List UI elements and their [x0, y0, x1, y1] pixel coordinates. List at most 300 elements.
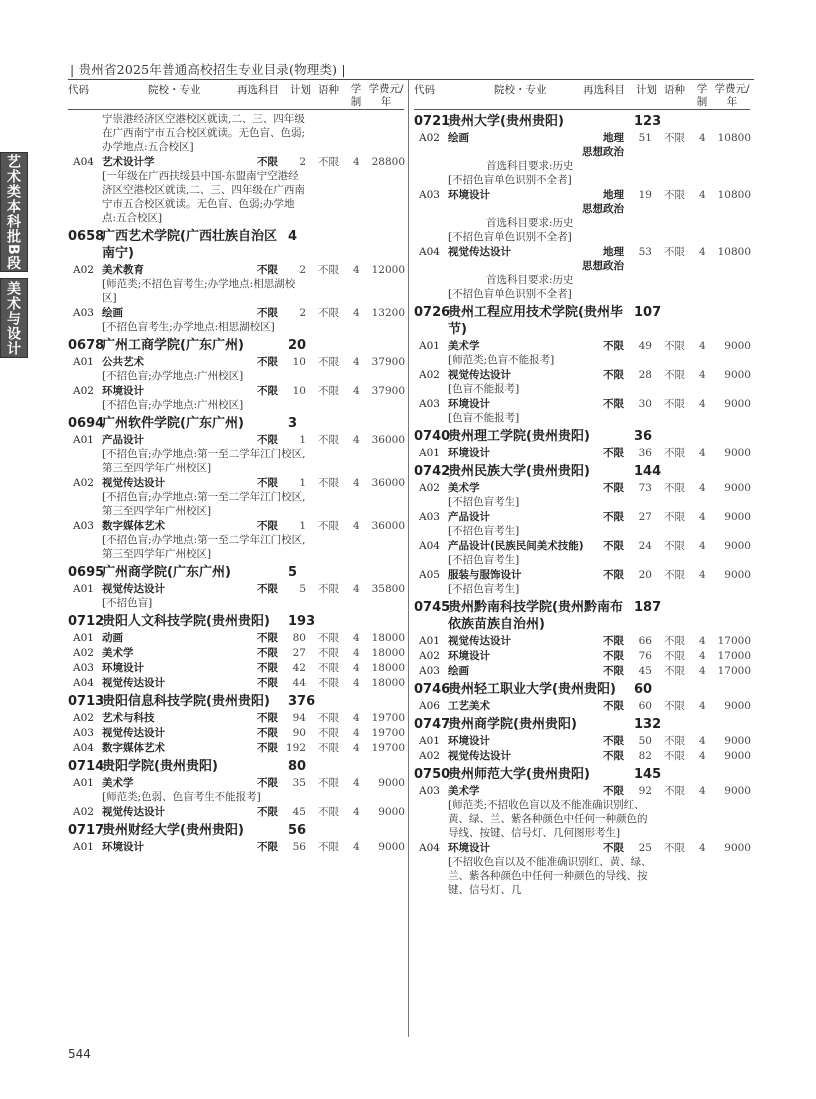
school-plan: 56	[288, 823, 307, 838]
school-plan: 60	[634, 682, 653, 697]
major-code: A02	[419, 482, 440, 494]
column-divider	[408, 80, 409, 1037]
major-name: 美术学	[102, 777, 134, 789]
school-code: 0726	[414, 305, 451, 320]
header-code: 代码	[68, 84, 89, 96]
table-header-right	[414, 81, 750, 110]
major-row	[414, 446, 750, 460]
major-plan: 49	[638, 340, 652, 352]
major-code: A02	[73, 712, 94, 724]
major-duration: 4	[353, 477, 360, 489]
major-note: [不招色盲;办学地点:广州校区]	[102, 370, 244, 382]
major-first-subject: 首选科目要求:历史	[486, 160, 574, 172]
major-name: 美术学	[448, 785, 480, 797]
major-language: 不限	[664, 700, 685, 712]
major-subject: 不限	[603, 650, 624, 662]
school-plan: 187	[634, 600, 662, 615]
header-code: 代码	[414, 84, 435, 96]
major-subject: 不限	[257, 434, 278, 446]
major-code: A01	[73, 632, 94, 644]
major-name: 产品设计(民族民间美术技能)	[448, 540, 584, 552]
major-subject: 不限	[257, 156, 278, 168]
major-code: A03	[419, 398, 440, 410]
major-duration: 4	[353, 264, 360, 276]
major-plan: 42	[292, 662, 306, 674]
major-duration: 4	[699, 482, 706, 494]
table-header-left	[68, 81, 404, 110]
major-plan: 66	[638, 635, 652, 647]
major-plan: 44	[292, 677, 306, 689]
school-plan: 5	[288, 565, 298, 580]
major-duration: 4	[353, 806, 360, 818]
major-row	[68, 433, 404, 447]
major-first-subject: 首选科目要求:历史	[486, 217, 574, 229]
major-note: [不招色盲考生]	[448, 554, 520, 566]
major-language: 不限	[318, 583, 339, 595]
major-duration: 4	[699, 246, 706, 258]
major-subject: 地理 思想政治	[582, 189, 624, 215]
major-note: [不招色盲考生]	[448, 525, 520, 537]
major-subject: 不限	[603, 735, 624, 747]
major-name: 绘画	[448, 665, 469, 677]
major-language: 不限	[664, 482, 685, 494]
major-language: 不限	[318, 385, 339, 397]
school-name: 贵州黔南科技学院(贵州黔南布依族苗族自治州)	[448, 600, 623, 632]
major-row	[68, 840, 404, 854]
major-note: [不招色盲考生]	[448, 583, 520, 595]
major-fee: 9000	[378, 777, 405, 789]
major-duration: 4	[699, 785, 706, 797]
major-language: 不限	[318, 647, 339, 659]
major-name: 产品设计	[448, 511, 490, 523]
major-subject: 不限	[257, 477, 278, 489]
major-plan: 76	[638, 650, 652, 662]
major-row	[68, 805, 404, 819]
school-name: 广西艺术学院(广西壮族自治区南宁)	[102, 229, 277, 261]
school-code: 0746	[414, 682, 451, 697]
major-name: 公共艺术	[102, 356, 144, 368]
header-plan: 计划	[290, 84, 311, 96]
school-code: 0750	[414, 767, 451, 782]
major-row	[414, 664, 750, 678]
major-note: [师范类;色盲不能报考]	[448, 354, 555, 366]
left-column	[68, 81, 404, 854]
major-fee: 10800	[717, 246, 751, 258]
major-plan: 1	[299, 477, 306, 489]
major-language: 不限	[318, 356, 339, 368]
major-code: A04	[73, 742, 94, 754]
major-row	[68, 476, 404, 490]
major-duration: 4	[353, 385, 360, 397]
major-name: 视觉传达设计	[448, 635, 511, 647]
major-row	[68, 631, 404, 645]
major-code: A01	[419, 340, 440, 352]
major-plan: 192	[285, 742, 306, 754]
major-plan: 80	[292, 632, 306, 644]
major-note: [色盲不能报考]	[448, 412, 520, 424]
school-row	[68, 613, 404, 630]
major-fee: 37900	[371, 385, 405, 397]
major-fee: 36000	[371, 520, 405, 532]
major-language: 不限	[664, 369, 685, 381]
major-fee: 17000	[717, 635, 751, 647]
major-plan: 20	[638, 569, 652, 581]
major-language: 不限	[664, 511, 685, 523]
major-note: [不招色盲考生;办学地点:相思湖校区]	[102, 321, 275, 333]
school-plan: 193	[288, 614, 316, 629]
major-language: 不限	[664, 635, 685, 647]
major-language: 不限	[664, 650, 685, 662]
major-plan: 2	[299, 264, 306, 276]
page-number: 544	[68, 1047, 91, 1061]
major-subject: 不限	[603, 569, 624, 581]
major-name: 视觉传达设计	[102, 677, 165, 689]
major-code: A04	[73, 677, 94, 689]
major-duration: 4	[699, 340, 706, 352]
major-row	[414, 634, 750, 648]
school-name: 贵州商学院(贵州贵阳)	[448, 717, 577, 732]
major-name: 艺术设计学	[102, 156, 155, 168]
major-plan: 90	[292, 727, 306, 739]
major-code: A01	[419, 635, 440, 647]
major-row	[68, 776, 404, 790]
continued-note: 宁崇港经济区空港校区就读,二、三、四年级在广西南宁市五合校区就读。无色盲、色弱;办学地点:五合校区]	[102, 113, 306, 153]
major-name: 视觉传达设计	[102, 727, 165, 739]
major-subject: 不限	[257, 806, 278, 818]
school-name: 贵阳学院(贵州贵阳)	[102, 759, 218, 774]
major-plan: 82	[638, 750, 652, 762]
major-duration: 4	[353, 677, 360, 689]
major-subject: 不限	[257, 742, 278, 754]
major-fee: 9000	[724, 735, 751, 747]
school-code: 0717	[68, 823, 105, 838]
major-row	[414, 841, 750, 855]
school-plan: 3	[288, 416, 298, 431]
major-name: 绘画	[448, 132, 469, 144]
major-row	[68, 519, 404, 533]
major-plan: 2	[299, 307, 306, 319]
major-duration: 4	[353, 841, 360, 853]
header-language: 语种	[664, 84, 685, 96]
major-row	[68, 726, 404, 740]
major-name: 环境设计	[448, 447, 490, 459]
major-language: 不限	[318, 662, 339, 674]
school-name: 贵州工程应用技术学院(贵州毕节)	[448, 305, 623, 337]
header-language: 语种	[318, 84, 339, 96]
major-fee: 35800	[371, 583, 405, 595]
major-row	[414, 368, 750, 382]
major-fee: 13200	[371, 307, 405, 319]
major-subject: 不限	[257, 385, 278, 397]
major-fee: 9000	[724, 447, 751, 459]
major-name: 数字媒体艺术	[102, 742, 165, 754]
major-note: [不招色盲单色识别不全者]	[448, 174, 572, 186]
school-code: 0712	[68, 614, 105, 629]
major-subject: 不限	[257, 677, 278, 689]
major-duration: 4	[353, 434, 360, 446]
major-note: [不招色盲单色识别不全者]	[448, 231, 572, 243]
major-fee: 17000	[717, 665, 751, 677]
major-fee: 9000	[724, 540, 751, 552]
major-name: 美术学	[448, 482, 480, 494]
major-row	[414, 510, 750, 524]
major-name: 视觉传达设计	[102, 806, 165, 818]
major-plan: 28	[638, 369, 652, 381]
major-duration: 4	[353, 727, 360, 739]
major-subject: 不限	[257, 632, 278, 644]
major-fee: 9000	[724, 569, 751, 581]
major-code: A02	[73, 385, 94, 397]
major-row	[414, 539, 750, 553]
major-plan: 30	[638, 398, 652, 410]
major-code: A03	[419, 785, 440, 797]
major-code: A02	[419, 132, 440, 144]
major-language: 不限	[664, 340, 685, 352]
major-row	[68, 306, 404, 320]
major-note: [一年级在广西扶绥县中国-东盟南宁空港经济区空港校区就读,二、三、四年级在广西南宁市五合校区就读。无色盲、色弱;办学地点:五合校区]	[102, 170, 305, 224]
major-code: A03	[73, 662, 94, 674]
major-code: A02	[419, 650, 440, 662]
major-name: 视觉传达设计	[102, 583, 165, 595]
major-plan: 45	[292, 806, 306, 818]
major-code: A01	[73, 434, 94, 446]
major-code: A03	[73, 520, 94, 532]
major-subject: 不限	[603, 398, 624, 410]
major-code: A03	[73, 307, 94, 319]
major-code: A02	[419, 369, 440, 381]
major-fee: 19700	[371, 727, 405, 739]
school-code: 0658	[68, 229, 105, 244]
major-language: 不限	[318, 677, 339, 689]
major-code: A02	[419, 750, 440, 762]
major-subject: 不限	[257, 307, 278, 319]
major-name: 动画	[102, 632, 123, 644]
major-plan: 92	[638, 785, 652, 797]
major-fee: 9000	[378, 806, 405, 818]
major-fee: 19700	[371, 742, 405, 754]
major-plan: 35	[292, 777, 306, 789]
school-name: 贵州民族大学(贵州贵阳)	[448, 464, 590, 479]
major-language: 不限	[664, 447, 685, 459]
major-fee: 36000	[371, 477, 405, 489]
major-plan: 94	[292, 712, 306, 724]
major-code: A05	[419, 569, 440, 581]
major-subject: 不限	[257, 264, 278, 276]
school-plan: 123	[634, 114, 662, 129]
major-code: A04	[419, 842, 440, 854]
header-subject: 再选科目	[583, 84, 625, 96]
major-fee: 9000	[724, 340, 751, 352]
major-duration: 4	[353, 583, 360, 595]
major-plan: 50	[638, 735, 652, 747]
major-name: 环境设计	[448, 842, 490, 854]
school-name: 广州商学院(广东广州)	[102, 565, 231, 580]
major-note: [师范类;不招收色盲以及不能准确识别红、黄、绿、兰、紫各种颜色中任何一种颜色的导线、按键、信号灯、几何图形考生]	[448, 799, 648, 839]
major-duration: 4	[699, 189, 706, 201]
major-name: 视觉传达设计	[448, 750, 511, 762]
major-duration: 4	[353, 647, 360, 659]
major-name: 视觉传达设计	[102, 477, 165, 489]
major-duration: 4	[699, 540, 706, 552]
major-row	[414, 188, 750, 216]
major-row	[68, 582, 404, 596]
major-duration: 4	[699, 735, 706, 747]
major-row	[68, 263, 404, 277]
school-plan: 36	[634, 429, 653, 444]
major-duration: 4	[353, 742, 360, 754]
major-row	[68, 355, 404, 369]
major-duration: 4	[353, 712, 360, 724]
major-row	[68, 384, 404, 398]
major-fee: 9000	[724, 842, 751, 854]
major-plan: 5	[299, 583, 306, 595]
school-row	[414, 766, 750, 783]
school-row	[68, 758, 404, 775]
major-plan: 1	[299, 520, 306, 532]
major-fee: 12000	[371, 264, 405, 276]
major-subject: 不限	[257, 662, 278, 674]
major-plan: 51	[638, 132, 652, 144]
major-duration: 4	[699, 369, 706, 381]
school-name: 贵阳信息科技学院(贵州贵阳)	[102, 694, 270, 709]
school-plan: 132	[634, 717, 662, 732]
major-language: 不限	[318, 307, 339, 319]
major-row	[414, 339, 750, 353]
school-code: 0713	[68, 694, 105, 709]
major-language: 不限	[664, 569, 685, 581]
major-name: 环境设计	[102, 385, 144, 397]
major-plan: 19	[638, 189, 652, 201]
major-subject: 不限	[603, 369, 624, 381]
school-list-left	[68, 155, 404, 854]
major-plan: 25	[638, 842, 652, 854]
major-code: A02	[73, 647, 94, 659]
major-language: 不限	[318, 434, 339, 446]
major-plan: 45	[638, 665, 652, 677]
major-code: A04	[419, 246, 440, 258]
header-school-major: 院校・专业	[148, 84, 201, 96]
major-subject: 地理 思想政治	[582, 246, 624, 272]
major-duration: 4	[353, 662, 360, 674]
major-code: A01	[73, 777, 94, 789]
major-row	[68, 155, 404, 169]
major-code: A06	[419, 700, 440, 712]
school-row	[414, 463, 750, 480]
major-language: 不限	[318, 806, 339, 818]
major-name: 环境设计	[102, 662, 144, 674]
major-language: 不限	[664, 246, 685, 258]
major-name: 视觉传达设计	[448, 369, 511, 381]
major-subject: 不限	[603, 700, 624, 712]
major-fee: 9000	[724, 511, 751, 523]
major-plan: 53	[638, 246, 652, 258]
major-name: 环境设计	[102, 841, 144, 853]
major-fee: 18000	[371, 677, 405, 689]
major-row	[414, 131, 750, 159]
major-code: A03	[73, 727, 94, 739]
major-code: A04	[419, 540, 440, 552]
major-subject: 不限	[603, 540, 624, 552]
school-code: 0740	[414, 429, 451, 444]
school-row	[414, 113, 750, 130]
header-rule	[68, 79, 754, 80]
major-row	[68, 676, 404, 690]
major-note: [师范类;色弱、色盲考生不能报考]	[102, 791, 261, 803]
major-subject: 不限	[257, 356, 278, 368]
major-fee: 9000	[724, 750, 751, 762]
major-fee: 36000	[371, 434, 405, 446]
header-plan: 计划	[636, 84, 657, 96]
header-duration: 学制	[350, 83, 362, 108]
major-plan: 24	[638, 540, 652, 552]
major-fee: 37900	[371, 356, 405, 368]
major-subject: 不限	[257, 841, 278, 853]
major-subject: 不限	[257, 520, 278, 532]
school-row	[414, 599, 750, 633]
major-plan: 10	[292, 385, 306, 397]
school-row	[68, 337, 404, 354]
major-fee: 10800	[717, 189, 751, 201]
major-language: 不限	[664, 842, 685, 854]
school-row	[68, 415, 404, 432]
major-language: 不限	[664, 398, 685, 410]
school-name: 贵州财经大学(贵州贵阳)	[102, 823, 244, 838]
major-duration: 4	[699, 132, 706, 144]
major-row	[414, 749, 750, 763]
major-subject: 不限	[603, 511, 624, 523]
major-name: 环境设计	[448, 650, 490, 662]
school-name: 广州工商学院(广东广州)	[102, 338, 244, 353]
major-row	[414, 568, 750, 582]
school-plan: 144	[634, 464, 662, 479]
school-plan: 80	[288, 759, 307, 774]
school-list-right	[414, 113, 750, 897]
major-language: 不限	[318, 712, 339, 724]
school-row	[68, 693, 404, 710]
major-subject: 不限	[603, 340, 624, 352]
header-school-major: 院校・专业	[494, 84, 547, 96]
major-row	[68, 711, 404, 725]
major-name: 艺术与科技	[102, 712, 155, 724]
major-duration: 4	[353, 777, 360, 789]
major-language: 不限	[318, 632, 339, 644]
major-duration: 4	[699, 665, 706, 677]
major-language: 不限	[318, 520, 339, 532]
major-duration: 4	[699, 398, 706, 410]
major-duration: 4	[353, 307, 360, 319]
school-name: 贵州轻工职业大学(贵州贵阳)	[448, 682, 616, 697]
major-subject: 不限	[603, 750, 624, 762]
major-name: 服装与服饰设计	[448, 569, 522, 581]
school-name: 贵州理工学院(贵州贵阳)	[448, 429, 590, 444]
major-subject: 不限	[257, 727, 278, 739]
major-fee: 9000	[724, 398, 751, 410]
school-code: 0742	[414, 464, 451, 479]
major-note: [不招收色盲以及不能准确识别红、黄、绿、兰、紫各种颜色中任何一种颜色的导线、按键、信号灯、几	[448, 856, 652, 896]
major-language: 不限	[318, 477, 339, 489]
major-subject: 不限	[603, 635, 624, 647]
major-row	[414, 397, 750, 411]
major-plan: 1	[299, 434, 306, 446]
school-row	[414, 681, 750, 698]
major-note: [不招色盲;办学地点:广州校区]	[102, 399, 244, 411]
school-row	[414, 304, 750, 338]
major-language: 不限	[664, 735, 685, 747]
school-code: 0714	[68, 759, 105, 774]
major-fee: 9000	[724, 785, 751, 797]
major-code: A03	[419, 189, 440, 201]
major-code: A03	[419, 511, 440, 523]
